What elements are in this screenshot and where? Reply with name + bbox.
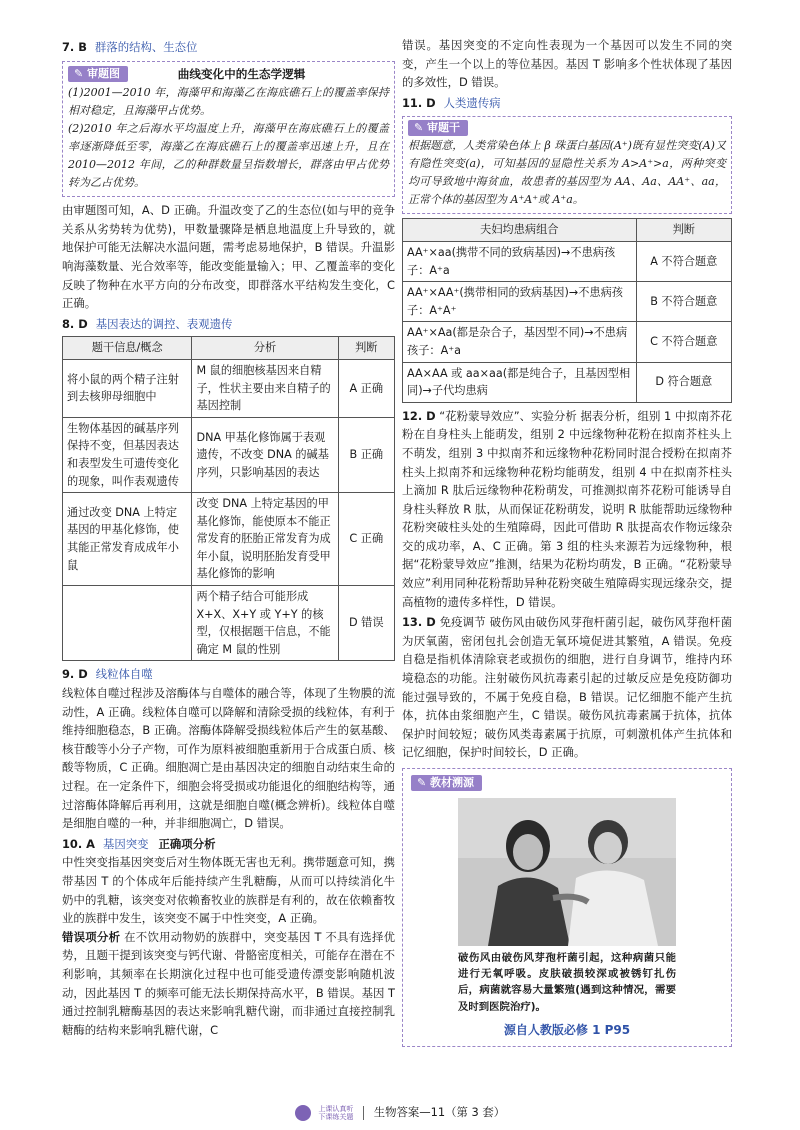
q7-analysis-box [62, 61, 395, 198]
vaccination-photo-illustration [458, 798, 676, 946]
q10-wrong-analysis-continued: 错误。基因突变的不定向性表现为一个基因可以发生不同的突变，产生一个以上的等位基因。基因 T 影响多个性状体现了基因的多效性，D 错误。 [402, 38, 732, 90]
q10-number: 10. A [62, 836, 95, 851]
table-row: 两个精子结合可能形成 X+X、X+Y 或 Y+Y 的核型，仅根据题干信息，不能确定 M 鼠的性别 D 错误 [63, 586, 395, 661]
footer-slogan: 上课认真听 下课练关题 [318, 1104, 354, 1121]
footer-page-label: 生物答案—11（第 3 套） [373, 1105, 506, 1119]
vaccination-photo [458, 798, 676, 946]
table-row: 将小鼠的两个精子注射到去核卵母细胞中 M 鼠的细胞核基因来自精子，性状主要由来自精子的基因控制 A 正确 [63, 359, 395, 417]
q12-number: 12. D [402, 408, 436, 423]
q11-header-judgement: 判断 [636, 219, 731, 242]
q8-header-judgement: 判断 [338, 337, 394, 360]
textbook-tag: ✎ 教材溯源 [411, 775, 482, 791]
q12-topic: “花粉蒙导效应”、实验分析 [439, 408, 577, 423]
q8-heading [62, 315, 395, 334]
publisher-logo-icon [295, 1105, 311, 1121]
q11-box-tag: ✎ 审题干 [408, 120, 468, 136]
table-row: 通过改变 DNA 上特定基因的甲基化修饰，使其能正常发育成成年小鼠 改变 DNA 上特定基因的甲基化修饰，能使原本不能正常发育的胚胎正常发育为成年小鼠，说明胚胎发育受甲基化修饰的影响 C 正确 [63, 493, 395, 586]
textbook-source: 源自人教版必修 1 P95 [503, 1023, 631, 1038]
q7-explanation: 由审题图可知，A、D 正确。升温改变了乙的生态位(如与甲的竞争关系从劣势转为优势)，甲数量骤降是栖息地温度上升导致的，就地保护可能无法解决水温问题，需考虑易地保护，B 错误。升温影响海藻数量、光合效率等，能改变能量输入；甲、乙覆盖率的变化反映了物种在水平方向的分布改变，即群落水平结构发生变化，C 正确。 [62, 203, 395, 311]
q9-explanation: 线粒体自噬过程涉及溶酶体与自噬体的融合等，体现了生物膜的流动性，A 正确。线粒体自噬可以降解和清除受损的线粒体，有利于维持细胞稳态，B 正确。溶酶体降解受损线粒体后产生的氨基酸、核苷酸等小分子产物，可作为原料被细胞重新用于合成蛋白质、核酸等物质，C 正确。细胞凋亡是由基因决定的细胞自动结束生命的过程。在一定条件下，细胞会将受损或功能退化的细胞结构等，通过溶酶体降解后再利用，这就是细胞自噬(概念辨析)。线粒体自噬是细胞自噬的一种，并非细胞凋亡，D 错误。 [62, 686, 395, 831]
q7-box-tag: ✎ 审题图 [68, 66, 128, 82]
table-row: AA⁺×AA⁺(携带相同的致病基因)→不患病孩子：A⁺A⁺ B 不符合题意 [403, 282, 732, 322]
right-column [402, 36, 732, 1047]
q7-box-point-2: (2)2010 年之后海水平均温度上升，海藻甲在海底礁石上的覆盖率逐渐降低至零，海藻乙在海底礁石上的覆盖率迅速上升，且在 2010—2012 年间，乙的种群数量呈指数增长，群落由甲占优势转为乙占优势。 [68, 122, 389, 190]
page-footer [0, 1103, 800, 1122]
q7-number: 7. B [62, 40, 87, 54]
footer-divider [363, 1106, 364, 1120]
table-row: AA×AA 或 aa×aa(都是纯合子，且基因型相同)→子代均患病 D 符合题意 [403, 362, 732, 402]
q10-heading [62, 835, 395, 854]
q12-explanation: 据表分析，组别 1 中拟南芥花粉在自身柱头上能萌发，组别 2 中远缘物种花粉在拟南芥柱头上不萌发，组别 3 中拟南芥和远缘物种花粉同时混合授粉在拟南芥柱头上拟南芥和远缘物种花粉均能萌发，组别 4 中在拟南芥柱头上滴加 R 肽后远缘物种花粉萌发，可推测拟南芥花粉可能诱导自身柱头释放 R 肽，从而保证花粉萌发，说明 R 肽能帮助远缘物种花粉突破柱头处的生殖障碍，因此可借助 R 肽提高农作物远缘杂交的成功率，A、C 正确。第 3 组的柱头来源若为远缘物种，根据“花粉蒙导效应”推测，结果为花粉均萌发，B 正确。“花粉蒙导效应”利用同种花粉帮助异种花粉突破生殖障碍实现远缘杂交，提高植物的遗传多样性，D 错误。 [402, 408, 732, 609]
q8-table [62, 336, 395, 661]
table-row: AA⁺×Aa(都是杂合子，基因型不同)→不患病孩子：A⁺a C 不符合题意 [403, 322, 732, 362]
q11-number: 11. D [402, 95, 436, 110]
textbook-caption: 破伤风由破伤风芽孢杆菌引起，这种病菌只能进行无氧呼吸。皮肤破损较深或被锈钉扎伤后，病菌就容易大量繁殖(遇到这种情况，需要及时到医院治疗)。 [458, 951, 676, 1013]
q13-number: 13. D [402, 615, 436, 630]
q7-topic: 群落的结构、生态位 [94, 40, 198, 54]
q9-heading [62, 665, 395, 684]
q7-heading [62, 38, 395, 57]
table-row: 生物体基因的碱基序列保持不变，但基因表达和表型发生可遗传变化的现象，叫作表观遗传 DNA 甲基化修饰属于表观遗传，不改变 DNA 的碱基序列，只影响基因的表达 B 正确 [63, 417, 395, 492]
q8-header-info: 题干信息/概念 [63, 337, 192, 360]
left-column [62, 36, 395, 1039]
q13-topic: 免疫调节 [439, 615, 486, 630]
q11-header-combo: 夫妇均患病组合 [403, 219, 637, 242]
q9-topic: 线粒体自噬 [95, 667, 153, 682]
q10-topic: 基因突变 [102, 836, 149, 851]
textbook-source-box [402, 768, 732, 1047]
q9-number: 9. D [62, 667, 88, 682]
q10-correct-analysis: 中性突变指基因突变后对生物体既无害也无利。携带题意可知，携带基因 T 的个体成年后能持续产生乳糖酶，从而可以持续消化牛奶中的乳糖，该突变对依赖畜牧业的族群是有利的，故在依赖畜牧业的族群中发生，该突变不属于中性突变，A 正确。 [62, 855, 395, 926]
q10-wrong-analysis: 在不饮用动物奶的族群中，突变基因 T 不具有选择优势，且题干提到该突变与钙代谢、骨骼密度相关，可能存在潜在不利影响，其频率在长期演化过程中也可能受遗传漂变影响随机波动，因此基因 T 的频率可能无法长期保持高水平，B 错误。基因 T 通过控制乳糖酶基因的表达来影响乳糖代谢，而非通过直接控制乳糖酶的结构来影响乳糖代谢，C [62, 929, 395, 1037]
q7-box-point-1: (1)2001—2010 年，海藻甲和海藻乙在海底礁石上的覆盖率保持相对稳定，且海藻甲占优势。 [68, 86, 389, 118]
table-row: AA⁺×aa(携带不同的致病基因)→不患病孩子：A⁺a A 不符合题意 [403, 241, 732, 281]
q7-box-title: 曲线变化中的生态学逻辑 [177, 66, 306, 81]
q8-topic: 基因表达的调控、表观遗传 [95, 316, 233, 331]
q11-heading [402, 94, 732, 113]
q11-table [402, 218, 732, 402]
q8-number: 8. D [62, 316, 88, 331]
q8-header-analysis: 分析 [192, 337, 338, 360]
q11-analysis-box [402, 116, 732, 214]
q11-box-text: 根据题意，人类常染色体上 β 珠蛋白基因(A⁺)既有显性突变(A)又有隐性突变(a)，可知基因的显隐性关系为 A>A⁺>a，两种突变均可导致地中海贫血，故患者的基因型为 AA、Aa、AA⁺、aa，正常个体的基因型为 A⁺A⁺或 A⁺a。 [408, 139, 726, 207]
q10-wrong-label: 错误项分析 [62, 929, 121, 944]
q10-correct-label: 正确项分析 [158, 836, 216, 851]
q11-topic: 人类遗传病 [443, 95, 501, 110]
q13-explanation: 破伤风由破伤风芽孢杆菌引起，破伤风芽孢杆菌为厌氧菌，密闭包扎会创造无氧环境促进其繁殖，A 错误。免疫自稳是指机体清除衰老或损伤的细胞，进行自身调节，维持内环境稳态的功能。注射破伤风抗毒素引起的过敏反应是免疫防御功能过强导致的，不属于免疫自稳，B 错误。记忆细胞不能产生抗体，抗体由浆细胞产生，C 错误。破伤风抗毒素属于抗体，抗体保护时间较短；破伤风类毒素属于抗原，可刺激机体产生抗体和记忆细胞，保护时间较长，D 正确。 [402, 615, 733, 760]
